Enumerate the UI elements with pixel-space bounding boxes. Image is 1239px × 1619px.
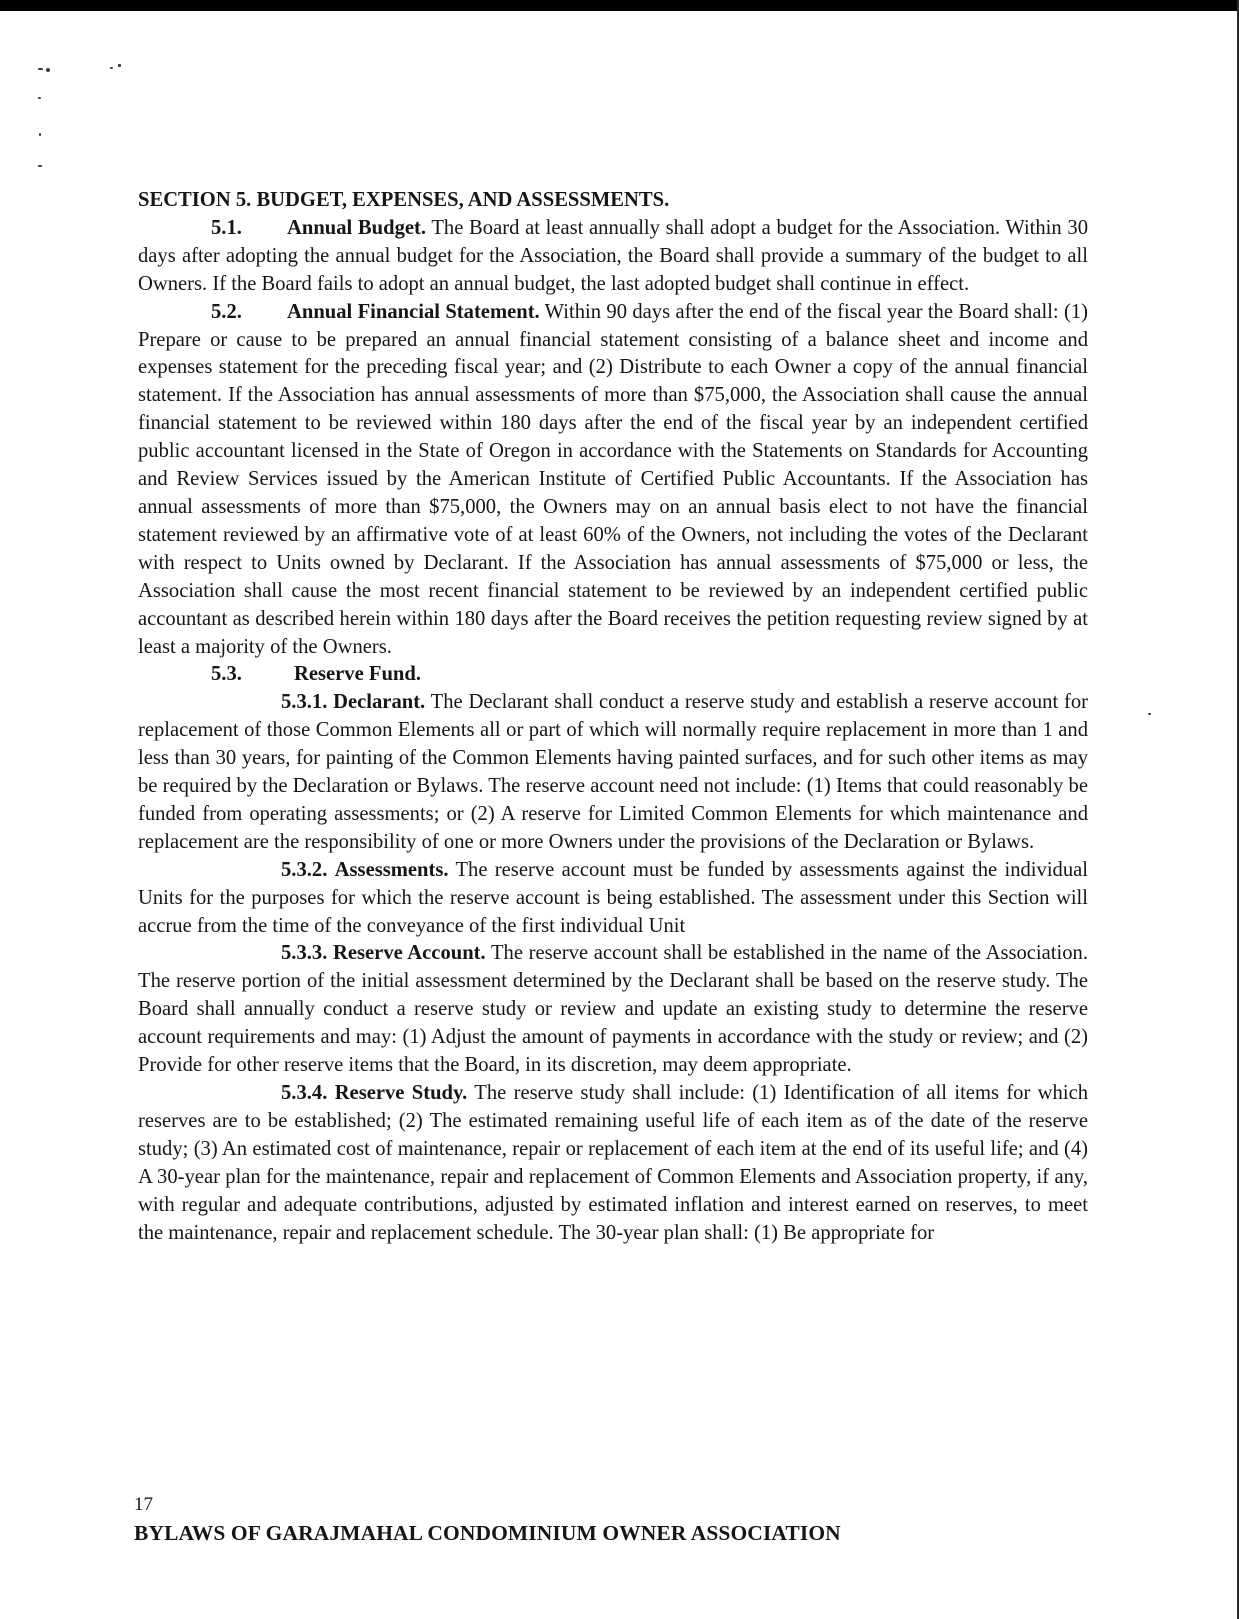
section-number: 5.2. <box>211 300 242 323</box>
scan-speck <box>38 165 42 167</box>
scan-speck <box>39 133 41 136</box>
section-text: Within 90 days after the end of the fiscal year the Board shall: (1) Prepare or cause to be prepared an annual financial statement consisting of a balance sheet and income and expenses statement for the preceding fiscal year; and (2) Distribute to each Owner a copy of the annual financial statement. If the Association has annual assessments of more than $75,000, the Association shall cause the annual financial statement to be reviewed within 180 days after the end of the fiscal year by an independent certified public accountant licensed in the State of Oregon in accordance with the Statements on Standards for Accounting and Review Services issued by the American Institute of Certified Public Accountants. If the Association has annual assessments of more than $75,000, the Owners may on an annual basis elect to not have the financial statement reviewed by an affirmative vote of at least 60% of the Owners, not including the votes of the Declarant with respect to Units owned by Declarant. If the Association has annual assessments of $75,000 or less, the Association shall cause the most recent financial statement to be reviewed by an independent certified public accountant as described herein within 180 days after the Board receives the petition requesting review signed by at least a majority of the Owners. <box>138 300 1088 658</box>
section-number: 5.3.1. <box>281 691 328 714</box>
paragraph-5-1 <box>138 215 1088 299</box>
section-text: The Declarant shall conduct a reserve study and establish a reserve account for replacement of those Common Elements all or part of which will normally require replacement in more than 1 and less than 30 years, for painting of the Common Elements having painted surfaces, and for such other items as may be required by the Declaration or Bylaws. The reserve account need not include: (1) Items that could reasonably be funded from operating assessments; or (2) A reserve for Limited Common Elements for which maintenance and replacement are the responsibility of one or more Owners under the provisions of the Declaration or Bylaws. <box>138 691 1088 853</box>
section-number: 5.3.4. <box>281 1082 328 1104</box>
section-text: The reserve account must be funded by assessments against the individual Units for the purposes for which the reserve account is being established. The assessment under this Section will accrue from the time of the conveyance of the first individual Unit <box>138 858 1088 937</box>
section-title: Assessments. <box>334 858 449 881</box>
paragraph-5-3-4 <box>138 1080 1088 1247</box>
section-number: 5.3.3. <box>281 942 328 965</box>
scan-speck <box>118 64 121 67</box>
scan-speck <box>38 68 43 70</box>
paragraph-5-3 <box>138 661 1088 689</box>
section-number: 5.3.2. <box>281 858 328 881</box>
section-heading: SECTION 5. BUDGET, EXPENSES, AND ASSESSMENTS. <box>138 189 670 211</box>
section-title: Reserve Account. <box>333 942 486 965</box>
paragraph-5-3-3 <box>138 940 1088 1080</box>
scan-speck <box>46 68 50 72</box>
section-number: 5.1. <box>211 216 242 239</box>
section-title: Annual Financial Statement. <box>287 300 540 323</box>
paragraph-5-3-2 <box>138 857 1088 941</box>
section-title: Reserve Fund. <box>294 663 421 686</box>
scan-speck <box>1148 713 1151 715</box>
paragraph-5-3-1 <box>138 689 1088 856</box>
scan-speck <box>110 67 113 69</box>
document-body <box>138 187 1088 1247</box>
section-title: Reserve Study. <box>334 1082 468 1104</box>
section-number: 5.3. <box>211 663 242 686</box>
footer-title: BYLAWS OF GARAJMAHAL CONDOMINIUM OWNER ASSOCIATION <box>134 1521 841 1545</box>
section-text: The reserve study shall include: (1) Identification of all items for which reserves are to be established; (2) The estimated remaining useful life of each item as of the date of the reserve study; (3) An estimated cost of maintenance, repair or replacement of each item at the end of its useful life; and (4) A 30-year plan for the maintenance, repair and replacement of Common Elements and Association property, if any, with regular and adequate contributions, adjusted by estimated inflation and interest earned on reserves, to meet the maintenance, repair and replacement schedule. The 30-year plan shall: (1) Be appropriate for <box>138 1082 1089 1244</box>
section-text: The reserve account shall be established in the name of the Association. The reserve portion of the initial assessment determined by the Declarant shall be based on the reserve study. The Board shall annually conduct a reserve study or review and update an existing study to determine the reserve account requirements and may: (1) Adjust the amount of payments in accordance with the study or review; and (2) Provide for other reserve items that the Board, in its discretion, may deem appropriate. <box>138 942 1088 1077</box>
scan-top-border <box>0 0 1239 11</box>
paragraph-5-2 <box>138 299 1088 662</box>
page-number: 17 <box>134 1494 153 1515</box>
scan-speck <box>38 97 41 99</box>
section-title: Annual Budget. <box>287 216 427 239</box>
section-title: Declarant. <box>333 691 426 714</box>
section-text: The Board at least annually shall adopt a budget for the Association. Within 30 days after adopting the annual budget for the Association, the Board shall provide a summary of the budget to all Owners. If the Board fails to adopt an annual budget, the last adopted budget shall continue in effect. <box>138 216 1088 295</box>
